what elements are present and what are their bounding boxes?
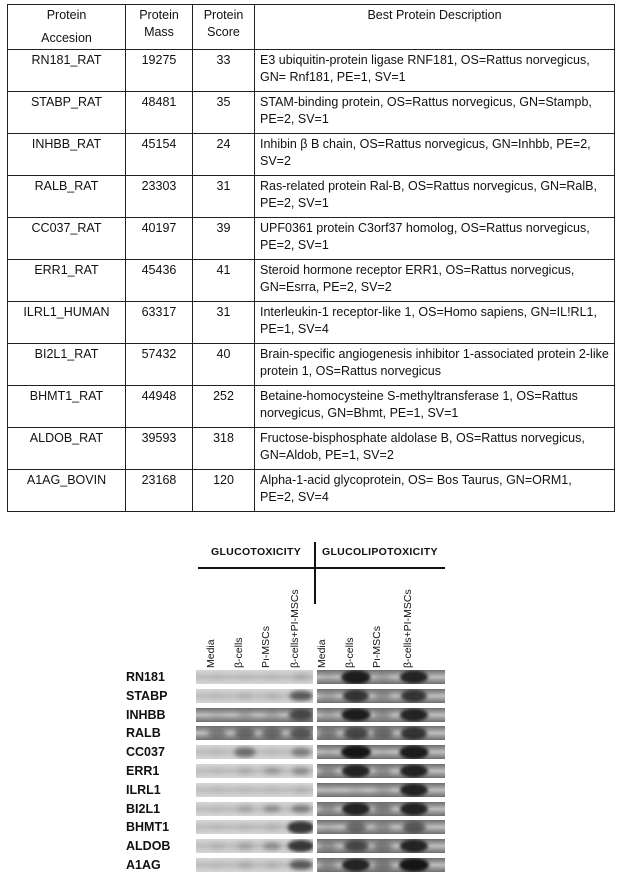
lane-label-glucolipotoxicity-2: Pı-MSCs xyxy=(371,626,383,668)
blot-strip-glucotoxicity xyxy=(196,820,313,834)
cell-mass: 44948 xyxy=(126,386,193,428)
cell-score: 40 xyxy=(193,344,255,386)
blot-band xyxy=(375,786,391,793)
blot-band xyxy=(403,822,426,832)
condition-title-glucolipotoxicity: GLUCOLIPOTOXICITY xyxy=(322,546,438,558)
blot-band xyxy=(291,804,310,813)
lane-label-glucolipotoxicity-1: β-cells xyxy=(344,637,356,668)
blot-band xyxy=(349,787,363,793)
blot-band xyxy=(319,861,336,869)
blot-band xyxy=(400,802,428,815)
blot-band xyxy=(344,841,369,852)
cell-mass: 23303 xyxy=(126,176,193,218)
blot-band xyxy=(211,787,223,792)
lane-label-glucotoxicity-1: β-cells xyxy=(233,637,245,668)
blot-band xyxy=(341,708,370,722)
blot-band xyxy=(375,674,391,681)
protein-row-label: ILRL1 xyxy=(126,782,161,797)
blot-band xyxy=(400,708,428,721)
table-row xyxy=(8,218,615,260)
blot-band xyxy=(341,670,370,684)
cell-description: Brain-specific angiogenesis inhibitor 1-associated protein 2-like protein 1, OS=Rattus norvegicus xyxy=(255,344,615,386)
blot-strip-glucolipotoxicity xyxy=(317,783,445,797)
cell-accession: RN181_RAT xyxy=(8,50,126,92)
blot-band xyxy=(211,825,223,830)
protein-row-label: INHBB xyxy=(126,707,166,722)
blot-band xyxy=(373,861,392,870)
blot-band xyxy=(237,843,253,850)
blot-band xyxy=(343,690,369,702)
blot-band xyxy=(399,858,429,872)
blot-band xyxy=(263,805,280,813)
blot-band xyxy=(401,690,427,702)
blot-band xyxy=(288,840,313,852)
protein-row-label: ERR1 xyxy=(126,764,160,778)
cell-accession: CC037_RAT xyxy=(8,218,126,260)
cell-accession: ALDOB_RAT xyxy=(8,428,126,470)
protein-row-label: BHMT1 xyxy=(126,820,170,835)
header-accession-top: Protein xyxy=(46,8,87,22)
blot-band xyxy=(291,748,310,757)
cell-accession: A1AG_BOVIN xyxy=(8,470,126,512)
table-header-row xyxy=(8,5,615,50)
protein-row-label: A1AG xyxy=(126,858,161,872)
blot-band xyxy=(373,842,392,851)
blot-band xyxy=(211,862,224,867)
cell-score: 24 xyxy=(193,134,255,176)
blot-band xyxy=(238,862,253,868)
cell-score: 252 xyxy=(193,386,255,428)
blot-strip-glucotoxicity xyxy=(196,839,313,853)
blot-band xyxy=(400,840,428,853)
cell-accession: STABP_RAT xyxy=(8,92,126,134)
blot-band xyxy=(318,729,337,738)
blot-band xyxy=(400,670,428,683)
blot-strip-glucolipotoxicity xyxy=(317,745,445,759)
blot-band xyxy=(262,729,283,739)
cell-score: 31 xyxy=(193,176,255,218)
table-row xyxy=(8,134,615,176)
lane-label-glucotoxicity-2: Pı-MSCs xyxy=(260,626,272,668)
header-accession xyxy=(8,5,126,50)
header-score: Protein Score xyxy=(193,5,255,50)
blot-band xyxy=(211,693,224,698)
blot-strip-glucolipotoxicity xyxy=(317,839,445,853)
blot-band xyxy=(400,783,428,796)
blot-band xyxy=(342,764,370,777)
cell-score: 41 xyxy=(193,260,255,302)
cell-mass: 23168 xyxy=(126,470,193,512)
cell-score: 120 xyxy=(193,470,255,512)
blot-band xyxy=(211,675,223,680)
blot-band xyxy=(266,674,279,679)
blot-band xyxy=(238,693,252,699)
condition-underline xyxy=(198,567,445,569)
blot-band xyxy=(319,842,336,850)
blot-strip-glucolipotoxicity xyxy=(317,764,445,778)
cell-mass: 48481 xyxy=(126,92,193,134)
blot-band xyxy=(294,787,308,793)
blot-band xyxy=(211,806,224,811)
blot-strip-glucolipotoxicity xyxy=(317,726,445,740)
lane-label-glucotoxicity-0: Media xyxy=(205,639,217,668)
cell-score: 31 xyxy=(193,302,255,344)
blot-band xyxy=(374,711,391,719)
blot-band xyxy=(211,749,224,754)
blot-band xyxy=(265,824,279,830)
blot-strip-glucolipotoxicity xyxy=(317,689,445,703)
cell-mass: 45154 xyxy=(126,134,193,176)
cell-description: E3 ubiquitin-protein ligase RNF181, OS=Rattus norvegicus, GN= Rnf181, PE=1, SV=1 xyxy=(255,50,615,92)
cell-mass: 63317 xyxy=(126,302,193,344)
blot-band xyxy=(290,691,313,701)
blot-band xyxy=(319,805,336,813)
cell-score: 35 xyxy=(193,92,255,134)
cell-score: 318 xyxy=(193,428,255,470)
blot-band xyxy=(264,711,280,718)
blot-band xyxy=(266,787,279,792)
protein-row-label: RALB xyxy=(126,726,161,741)
blot-band xyxy=(235,729,256,739)
cell-accession: ILRL1_HUMAN xyxy=(8,302,126,344)
table-row xyxy=(8,470,615,512)
blot-strip-glucotoxicity xyxy=(196,689,313,703)
table-row xyxy=(8,92,615,134)
lane-label-glucotoxicity-3: β-cells+PI-MSCs xyxy=(289,589,301,668)
cell-description: Ras-related protein Ral-B, OS=Rattus norvegicus, GN=RalB, PE=2, SV=1 xyxy=(255,176,615,218)
cell-mass: 19275 xyxy=(126,50,193,92)
western-blot-figure xyxy=(0,520,623,876)
cell-mass: 57432 xyxy=(126,344,193,386)
blot-band xyxy=(322,787,335,792)
blot-strip-glucolipotoxicity xyxy=(317,802,445,816)
blot-strip-glucotoxicity xyxy=(196,745,313,759)
cell-mass: 40197 xyxy=(126,218,193,260)
blot-band xyxy=(374,824,391,832)
blot-band xyxy=(321,749,335,755)
protein-row-label: BI2L1 xyxy=(126,801,161,816)
cell-accession: BHMT1_RAT xyxy=(8,386,126,428)
blot-band xyxy=(210,712,224,718)
blot-band xyxy=(288,821,313,833)
blot-strip-glucotoxicity xyxy=(196,783,313,797)
cell-accession: INHBB_RAT xyxy=(8,134,126,176)
protein-row-label: RN181 xyxy=(126,670,165,684)
blot-band xyxy=(292,767,309,775)
blot-band xyxy=(237,805,253,812)
cell-accession: BI2L1_RAT xyxy=(8,344,126,386)
blot-band xyxy=(321,674,335,680)
protein-row-label: ALDOB xyxy=(126,839,171,854)
table-row xyxy=(8,428,615,470)
lane-label-glucolipotoxicity-3: β-cells+PI-MSCs xyxy=(402,589,414,668)
blot-strip-glucotoxicity xyxy=(196,858,313,872)
table-row xyxy=(8,50,615,92)
blot-band xyxy=(374,767,391,775)
protein-row-label: CC037 xyxy=(126,745,165,760)
blot-band xyxy=(235,747,256,757)
blot-band xyxy=(263,842,280,850)
blot-band xyxy=(346,823,367,833)
blot-band xyxy=(239,674,252,679)
cell-description: Fructose-bisphosphate aldolase B, OS=Rattus norvegicus, GN=Aldob, PE=1, SV=2 xyxy=(255,428,615,470)
cell-description: UPF0361 protein C3orf37 homolog, OS=Rattus norvegicus, PE=2, SV=1 xyxy=(255,218,615,260)
blot-band xyxy=(210,843,224,849)
protein-table xyxy=(7,4,615,512)
condition-divider xyxy=(314,542,316,604)
blot-band xyxy=(238,768,253,774)
blot-band xyxy=(207,729,226,738)
table-body xyxy=(8,50,615,512)
cell-description: Betaine-homocysteine S-methyltransferase 1, OS=Rattus norvegicus, GN=Bhmt, PE=1, SV=1 xyxy=(255,386,615,428)
protein-row-label: STABP xyxy=(126,688,168,703)
blot-band xyxy=(294,674,309,680)
blot-band xyxy=(237,711,253,718)
blot-strip-glucotoxicity xyxy=(196,802,313,816)
blot-band xyxy=(401,727,427,739)
blot-band xyxy=(341,745,371,759)
cell-description: Interleukin-1 receptor-like 1, OS=Homo sapiens, GN=IL!RL1, PE=1, SV=4 xyxy=(255,302,615,344)
blot-strip-glucolipotoxicity xyxy=(317,858,445,872)
blot-band xyxy=(239,825,252,830)
table-row xyxy=(8,302,615,344)
cell-description: Alpha-1-acid glycoprotein, OS= Bos Taurus, GN=ORM1, PE=2, SV=4 xyxy=(255,470,615,512)
cell-score: 33 xyxy=(193,50,255,92)
blot-strip-glucotoxicity xyxy=(196,726,313,740)
cell-description: Steroid hormone receptor ERR1, OS=Rattus norvegicus, GN=Esrra, PE=2, SV=2 xyxy=(255,260,615,302)
table-row xyxy=(8,344,615,386)
blot-band xyxy=(400,764,428,777)
blot-band xyxy=(289,709,313,720)
blot-strip-glucolipotoxicity xyxy=(317,670,445,684)
blot-strip-glucotoxicity xyxy=(196,708,313,722)
table-row xyxy=(8,260,615,302)
blot-strip-glucotoxicity xyxy=(196,670,313,684)
condition-title-glucotoxicity: GLUCOTOXICITY xyxy=(211,546,302,558)
blot-band xyxy=(290,860,313,870)
header-accession-bottom: Accesion xyxy=(41,31,92,45)
blot-band xyxy=(342,858,370,871)
cell-description: STAM-binding protein, OS=Rattus norvegicus, GN=Stampb, PE=2, SV=1 xyxy=(255,92,615,134)
blot-band xyxy=(374,692,391,700)
blot-band xyxy=(399,745,428,759)
blot-band xyxy=(344,728,369,739)
cell-mass: 45436 xyxy=(126,260,193,302)
blot-strip-glucolipotoxicity xyxy=(317,820,445,834)
blot-band xyxy=(376,749,390,755)
table-row xyxy=(8,176,615,218)
cell-score: 39 xyxy=(193,218,255,260)
blot-strip-glucolipotoxicity xyxy=(317,708,445,722)
header-description: Best Protein Description xyxy=(255,5,615,50)
blot-band xyxy=(342,802,370,815)
blot-band xyxy=(264,767,281,774)
cell-mass: 39593 xyxy=(126,428,193,470)
blot-band xyxy=(321,824,335,830)
blot-band xyxy=(373,804,392,813)
cell-accession: RALB_RAT xyxy=(8,176,126,218)
header-mass: Protein Mass xyxy=(126,5,193,50)
blot-band xyxy=(239,787,252,792)
blot-band xyxy=(320,711,336,718)
blot-band xyxy=(373,729,394,739)
blot-band xyxy=(266,749,279,754)
cell-description: Inhibin β B chain, OS=Rattus norvegicus, GN=Inhbb, PE=2, SV=2 xyxy=(255,134,615,176)
blot-band xyxy=(290,728,313,738)
lane-label-glucolipotoxicity-0: Media xyxy=(316,639,328,668)
blot-band xyxy=(319,767,336,775)
blot-band xyxy=(265,862,279,868)
cell-accession: ERR1_RAT xyxy=(8,260,126,302)
blot-band xyxy=(265,693,279,699)
table-row xyxy=(8,386,615,428)
blot-strip-glucotoxicity xyxy=(196,764,313,778)
blot-band xyxy=(320,692,336,699)
blot-band xyxy=(211,768,224,773)
